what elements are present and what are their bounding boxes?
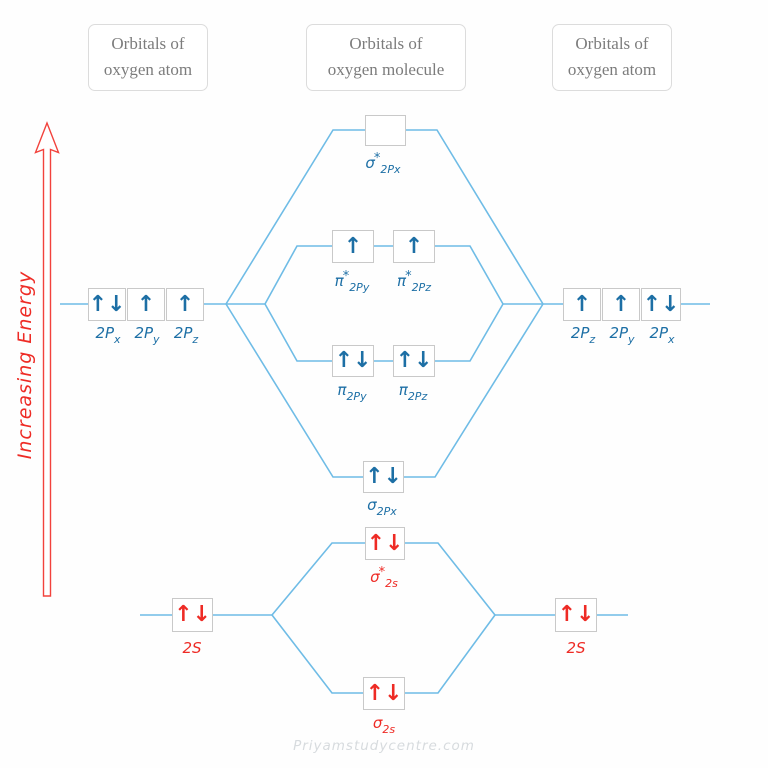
- orbital-box-sigma-2px: [363, 461, 404, 493]
- electron-arrows: ↑↓: [365, 464, 402, 489]
- orbital-box-left-2s: [172, 598, 213, 632]
- watermark: Priyamstudycentre.com: [293, 738, 475, 754]
- orbital-label-right-2py: $2P_y$: [609, 324, 635, 346]
- electron-arrows: ↑: [136, 291, 156, 317]
- orbital-label-sigma-star-2s: $\sigma*_{2s}$: [370, 565, 398, 590]
- header-right-line1: Orbitals of: [575, 34, 649, 53]
- electron-arrows: ↑: [175, 291, 195, 317]
- orbital-label-pi-star-2pz: $\pi*_{2Pz}$: [397, 269, 431, 294]
- orbital-box-right-2py: [602, 288, 640, 321]
- electron-arrows: ↑↓: [557, 602, 595, 627]
- electron-arrows: ↑↓: [642, 291, 680, 317]
- orbital-label-sigma-2px: $\sigma_{2Px}$: [367, 496, 397, 518]
- orbital-label-pi-2py: $\pi_{2Py}$: [337, 381, 367, 403]
- orbital-label-right-2pz: $2P_z$: [570, 324, 596, 346]
- orbital-label-sigma-star-2px: $\sigma*_{2Px}$: [365, 151, 401, 176]
- orbital-box-right-2s: [555, 598, 597, 632]
- electron-arrows: ↑: [611, 291, 631, 317]
- electron-arrows: ↑↓: [366, 530, 404, 556]
- orbital-box-sigma-2s: [363, 677, 405, 710]
- electron-arrows: ↑: [572, 291, 592, 317]
- orbital-label-left-2pz: $2P_z$: [173, 324, 199, 346]
- orbital-box-pi-2py: [332, 345, 374, 377]
- electron-arrows: ↑: [343, 233, 363, 259]
- orbital-label-left-2py: $2P_y$: [134, 324, 160, 346]
- header-right-atom: [552, 24, 672, 91]
- orbital-label-left-2s: 2S: [182, 639, 202, 657]
- orbital-label-left-2px: $2P_x$: [95, 324, 121, 346]
- orbital-box-sigma-star-2px: [365, 115, 406, 146]
- energy-axis-label: Increasing Energy: [14, 270, 36, 460]
- orbital-box-right-2px: [641, 288, 681, 321]
- electron-arrows: ↑↓: [365, 680, 403, 706]
- orbital-box-pi-2pz: [393, 345, 435, 377]
- orbital-box-left-2pz: [166, 288, 204, 321]
- electron-arrows: ↑↓: [334, 348, 372, 373]
- orbital-label-pi-star-2py: $\pi*_{2Py}$: [334, 269, 370, 294]
- header-left-line2: oxygen atom: [103, 60, 193, 80]
- orbital-label-right-2s: 2S: [566, 639, 586, 657]
- header-left-line1: Orbitals of: [111, 34, 185, 53]
- header-right-line2: oxygen atom: [567, 60, 657, 80]
- orbital-label-right-2px: $2P_x$: [649, 324, 675, 346]
- orbital-box-left-2px: [88, 288, 126, 321]
- header-molecule: [306, 24, 466, 91]
- header-center-line2: oxygen molecule: [327, 60, 445, 80]
- electron-arrows: ↑↓: [395, 348, 433, 373]
- orbital-box-right-2pz: [563, 288, 601, 321]
- orbital-label-pi-2pz: $\pi_{2Pz}$: [398, 381, 428, 403]
- orbital-box-pi-star-2py: [332, 230, 374, 263]
- header-center-line1: Orbitals of: [349, 34, 423, 53]
- header-left-atom: [88, 24, 208, 91]
- orbital-box-sigma-star-2s: [365, 527, 405, 560]
- electron-arrows: ↑↓: [88, 291, 126, 317]
- electron-arrows: ↑↓: [174, 602, 211, 627]
- orbital-box-left-2py: [127, 288, 165, 321]
- orbital-label-sigma-2s: $\sigma_{2s}$: [372, 714, 396, 736]
- electron-arrows: ↑: [404, 233, 424, 259]
- orbital-box-pi-star-2pz: [393, 230, 435, 263]
